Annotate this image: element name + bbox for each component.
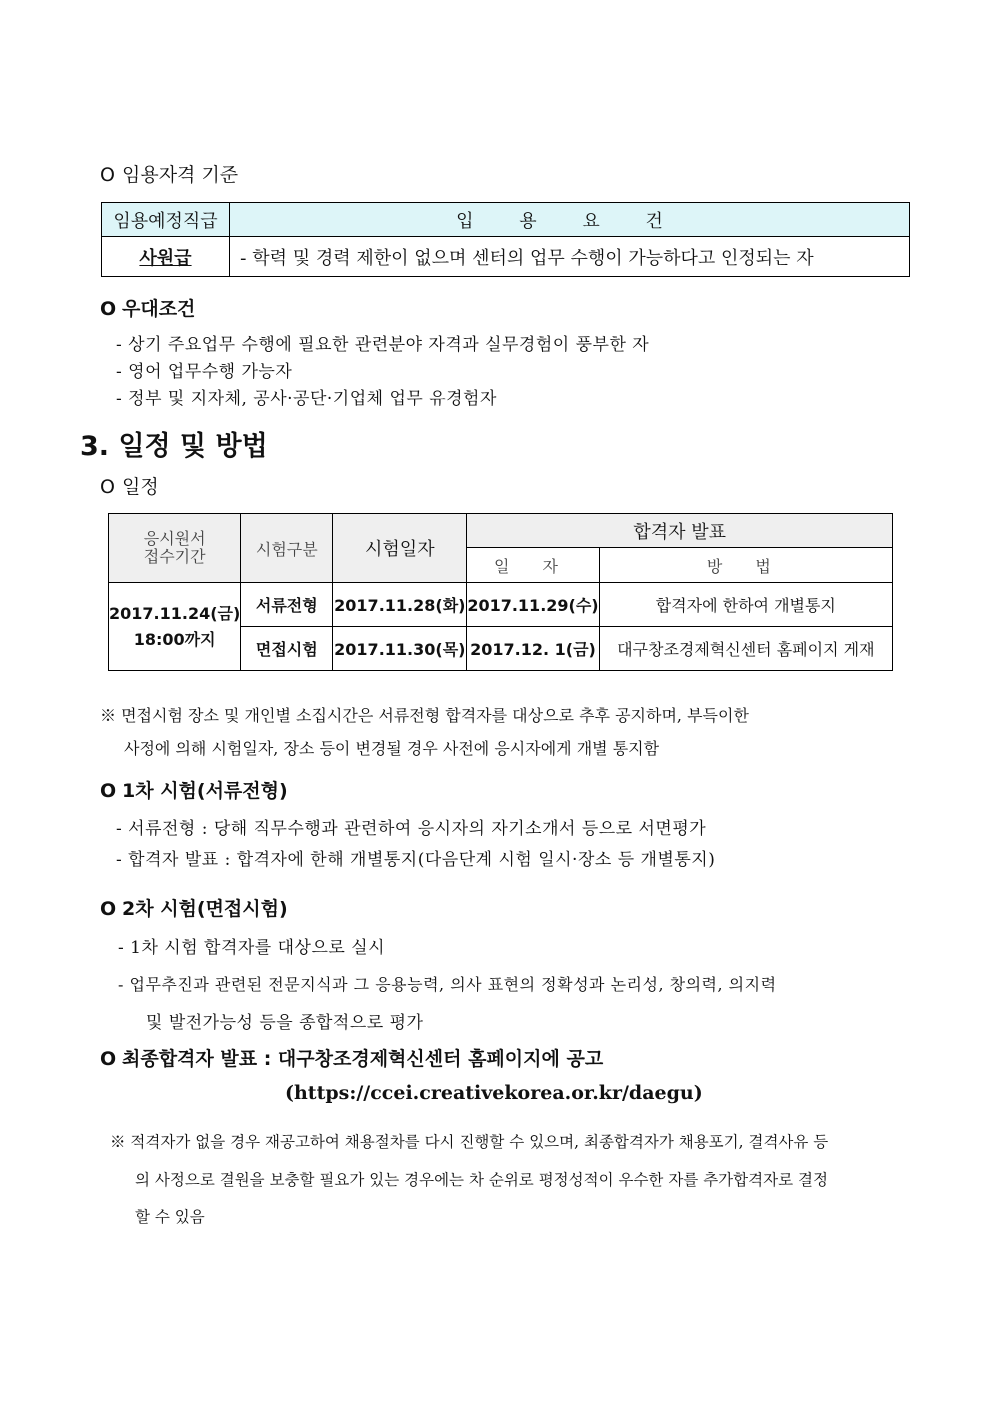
circle-bullet-icon: O xyxy=(100,164,115,186)
sched-head-result: 합격자 발표 xyxy=(467,514,893,548)
final-note-line: ※ 적격자가 없을 경우 재공고하여 채용절차를 다시 진행할 수 있으며, 최종합격자가 채용포기, 결격사유 등 xyxy=(110,1133,829,1151)
schedule-heading-text: 일정 xyxy=(122,476,159,498)
preference-item: - 영어 업무수행 가능자 xyxy=(116,362,293,382)
sched-result-day: 2017.12. 1(금) xyxy=(467,627,599,671)
first-exam-item: - 서류전형 : 당해 직무수행과 관련하여 응시자의 자기소개서 등으로 서면평가 xyxy=(116,819,707,839)
qualification-heading-text: 임용자격 기준 xyxy=(122,164,239,186)
qualification-table xyxy=(101,202,910,277)
second-exam-item-continued: 및 발전가능성 등을 종합적으로 평가 xyxy=(146,1013,424,1033)
final-note-line: 할 수 있음 xyxy=(135,1208,205,1226)
sched-result-method: 합격자에 한하여 개별통지 xyxy=(599,583,892,627)
final-announcement-heading-text: 최종합격자 발표 : 대구창조경제혁신센터 홈페이지에 공고 xyxy=(122,1048,604,1070)
interview-note-line: 사정에 의해 시험일자, 장소 등이 변경될 경우 사전에 응시자에게 개별 통지함 xyxy=(124,739,660,758)
preference-item: - 상기 주요업무 수행에 필요한 관련분야 자격과 실무경험이 풍부한 자 xyxy=(116,335,650,355)
qual-requirement-cell: - 학력 및 경력 제한이 없으며 센터의 업무 수행이 가능하다고 인정되는 자 xyxy=(230,237,910,277)
preference-item: - 정부 및 지자체, 공사·공단·기업체 업무 유경험자 xyxy=(116,389,497,409)
sched-head-apply: 응시원서 접수기간 xyxy=(109,514,241,583)
sched-head-type: 시험구분 xyxy=(241,514,333,583)
interview-note-line: ※ 면접시험 장소 및 개인별 소집시간은 서류전형 합격자를 대상으로 추후 공지하며, 부득이한 xyxy=(100,706,749,725)
sched-result-method: 대구창조경제혁신센터 홈페이지 게재 xyxy=(599,627,892,671)
second-exam-heading xyxy=(100,894,288,921)
sched-apply-period: 2017.11.24(금) 18:00까지 xyxy=(109,583,241,671)
sched-head-method: 방 법 xyxy=(599,548,892,583)
homepage-url: (https://ccei.creativekorea.or.kr/daegu) xyxy=(285,1082,703,1104)
circle-bullet-icon: O xyxy=(100,476,115,498)
qualification-heading xyxy=(100,160,238,187)
first-exam-heading xyxy=(100,776,288,803)
sched-type: 서류전형 xyxy=(241,583,333,627)
circle-bullet-icon: O xyxy=(100,298,117,320)
preference-heading-text: 우대조건 xyxy=(122,298,196,320)
final-note-line: 의 사정으로 결원을 보충할 필요가 있는 경우에는 차 순위로 평정성적이 우수한 자를 추가합격자로 결정 xyxy=(135,1171,828,1189)
preference-heading xyxy=(100,294,195,321)
final-announcement-heading xyxy=(100,1044,603,1071)
qual-head-grade: 임용예정직급 xyxy=(102,203,230,237)
second-exam-item: - 1차 시험 합격자를 대상으로 실시 xyxy=(118,938,386,958)
first-exam-item: - 합격자 발표 : 합격자에 한해 개별통지(다음단계 시험 일시·장소 등 개별통지) xyxy=(116,850,716,870)
second-exam-heading-text: 2차 시험(면접시험) xyxy=(122,898,288,920)
circle-bullet-icon: O xyxy=(100,780,117,802)
second-exam-item: - 업무추진과 관련된 전문지식과 그 응용능력, 의사 표현의 정확성과 논리성, 창의력, 의지력 xyxy=(118,975,777,994)
qual-grade-cell: 사원급 xyxy=(102,237,230,277)
sched-date: 2017.11.28(화) xyxy=(333,583,467,627)
circle-bullet-icon: O xyxy=(100,898,117,920)
qual-head-requirement: 입 용 요 건 xyxy=(230,203,910,237)
sched-type: 면접시험 xyxy=(241,627,333,671)
first-exam-heading-text: 1차 시험(서류전형) xyxy=(122,780,288,802)
schedule-table xyxy=(108,513,893,671)
sched-result-day: 2017.11.29(수) xyxy=(467,583,599,627)
schedule-heading xyxy=(100,472,159,499)
sched-date: 2017.11.30(목) xyxy=(333,627,467,671)
sched-head-day: 일 자 xyxy=(467,548,599,583)
sched-head-date: 시험일자 xyxy=(333,514,467,583)
circle-bullet-icon: O xyxy=(100,1048,117,1070)
section-title: 3. 일정 및 방법 xyxy=(80,431,268,462)
